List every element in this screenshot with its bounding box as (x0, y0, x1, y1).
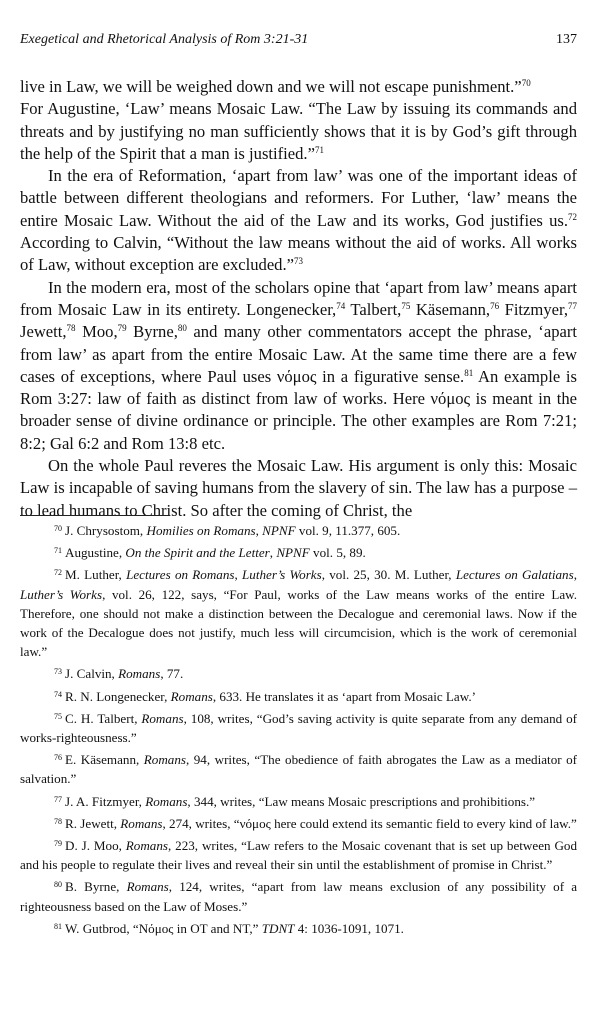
footnote-ref-79[interactable]: 79 (117, 323, 127, 334)
footnote-73: $^{73}$ J. Calvin, Romans, 77. (54, 666, 184, 682)
footnote-ref-72[interactable]: 72 (568, 211, 577, 222)
main-text (20, 76, 577, 522)
footnote-ref-81[interactable]: 81 (464, 367, 474, 378)
paragraph-2: In the era of Reformation, ‘apart from law’ was one of the important ideas of battle between different theologians and reformers. For Luther, ‘law’ means the entire Mosaic Law. Without the aid of the Law and its works, God justifies us.$^{72}$ According to Calvin, “Without the law means without the aid of works. All works of Law, without exception are excluded.”$^{73}$ (20, 166, 577, 275)
footnote-ref-71[interactable]: 71 (314, 144, 324, 155)
paragraph-1: live in Law, we will be weighed down and we will not escape punishment.”$^{70}$ For Augustine, ‘Law’ means Mosaic Law. “The Law by issuing its commands and threats and by justifying no man sufficiently shows that it is by God’s gift through the help of the Spirit that a man is justified.”$^{71}$ (20, 77, 577, 163)
footnote-ref-76[interactable]: 76 (490, 300, 500, 311)
footnote-71: $^{71}$ Augustine, On the Spirit and the Letter, NPNF vol. 5, 89. (54, 545, 366, 561)
footnote-ref-73[interactable]: 73 (294, 256, 303, 267)
footnote-ref-77[interactable]: 77 (568, 300, 577, 311)
running-header (20, 32, 577, 52)
footnote-70: $^{70}$ J. Chrysostom, Homilies on Romans, NPNF vol. 9, 11.377, 605. (54, 523, 401, 538)
footnote-ref-78[interactable]: 78 (66, 323, 76, 334)
running-title: Exegetical and Rhetorical Analysis of Rom 3:21-31 (20, 32, 309, 47)
footnote-81: $^{81}$ W. Gutbrod, “Νόμος in OT and NT,” TDNT 4: 1036-1091, 1071. (54, 920, 404, 936)
paragraph-4: On the whole Paul reveres the Mosaic Law. His argument is only this: Mosaic Law is incapable of saving humans from the slavery of sin. The law has a purpose – to lead humans to Christ. So after the coming of Christ, the (20, 456, 577, 520)
footnote-ref-75[interactable]: 75 (401, 300, 411, 311)
footnote-76: $^{76}$ E. Käsemann, Romans, 94, writes, “The obedience of faith abrogates the Law as a mediator of salvation.” (20, 752, 577, 787)
footnotes (20, 521, 577, 941)
footnote-78: $^{78}$ R. Jewett, Romans, 274, writes, “νόμος here could extend its semantic field to every kind of law.” (54, 815, 577, 831)
footnote-79: $^{79}$ D. J. Moo, Romans, 223, writes, “Law refers to the Mosaic covenant that is set up between God and his people to regulate their lives and reveal their sin until the establishment of promise in Christ.” (20, 838, 577, 873)
footnote-75: $^{75}$ C. H. Talbert, Romans, 108, writes, “God’s saving activity is quite separate from any demand of works-righteousness.” (20, 710, 577, 746)
footnote-80: $^{80}$ B. Byrne, Romans, 124, writes, “apart from law means exclusion of any possibility of a righteousness based on the Law of Moses.” (20, 879, 578, 914)
footnote-divider (20, 515, 170, 516)
page-number: 137 (556, 32, 577, 47)
footnote-ref-74[interactable]: 74 (336, 300, 346, 311)
paragraph-3: In the modern era, most of the scholars opine that ‘apart from law’ means apart from Mosaic Law in its entirety. Longenecker,$^{74}$ Talbert,$^{75}$ Käsemann,$^{76}$ Fitzmyer,$^{77}$ Jewett,$^{78}$ Moo,$^{79}$ Byrne,$^{80}$ and many other commentators accept the phrase, ‘apart from law’ as apart from the entire Mosaic Law. At the same time there are a few cases of exceptions, where Paul uses νόμος in a figurative sense.$^{81}$ An example is Rom 3:27: law of faith as distinct from law of works. Here νόμος is meant in the broader sense of divine ordinance or principle. The other examples are Rom 7:21; 8:2; Gal 6:2 and Rom 13:8 etc. (20, 277, 577, 453)
footnote-72: $^{72}$ M. Luther, Lectures on Romans, Luther’s Works, vol. 25, 30. M. Luther, Lectures on Galatians, Luther’s Works, vol. 26, 122, says, “For Paul, works of the Law means works of the entire Law. Therefore, one should not make a distinction between the Decalogue and ceremonial laws. Now if the work of the Decalogue does not justify, much less will circumcision, which is the work of ceremonial law.” (20, 567, 578, 660)
footnote-ref-70[interactable]: 70 (521, 78, 531, 88)
footnote-77: $^{77}$ J. A. Fitzmyer, Romans, 344, writes, “Law means Mosaic prescriptions and prohibitions.” (54, 793, 536, 809)
footnote-ref-80[interactable]: 80 (177, 323, 187, 334)
footnote-74: $^{74}$ R. N. Longenecker, Romans, 633. He translates it as ‘apart from Mosaic Law.’ (54, 688, 476, 704)
